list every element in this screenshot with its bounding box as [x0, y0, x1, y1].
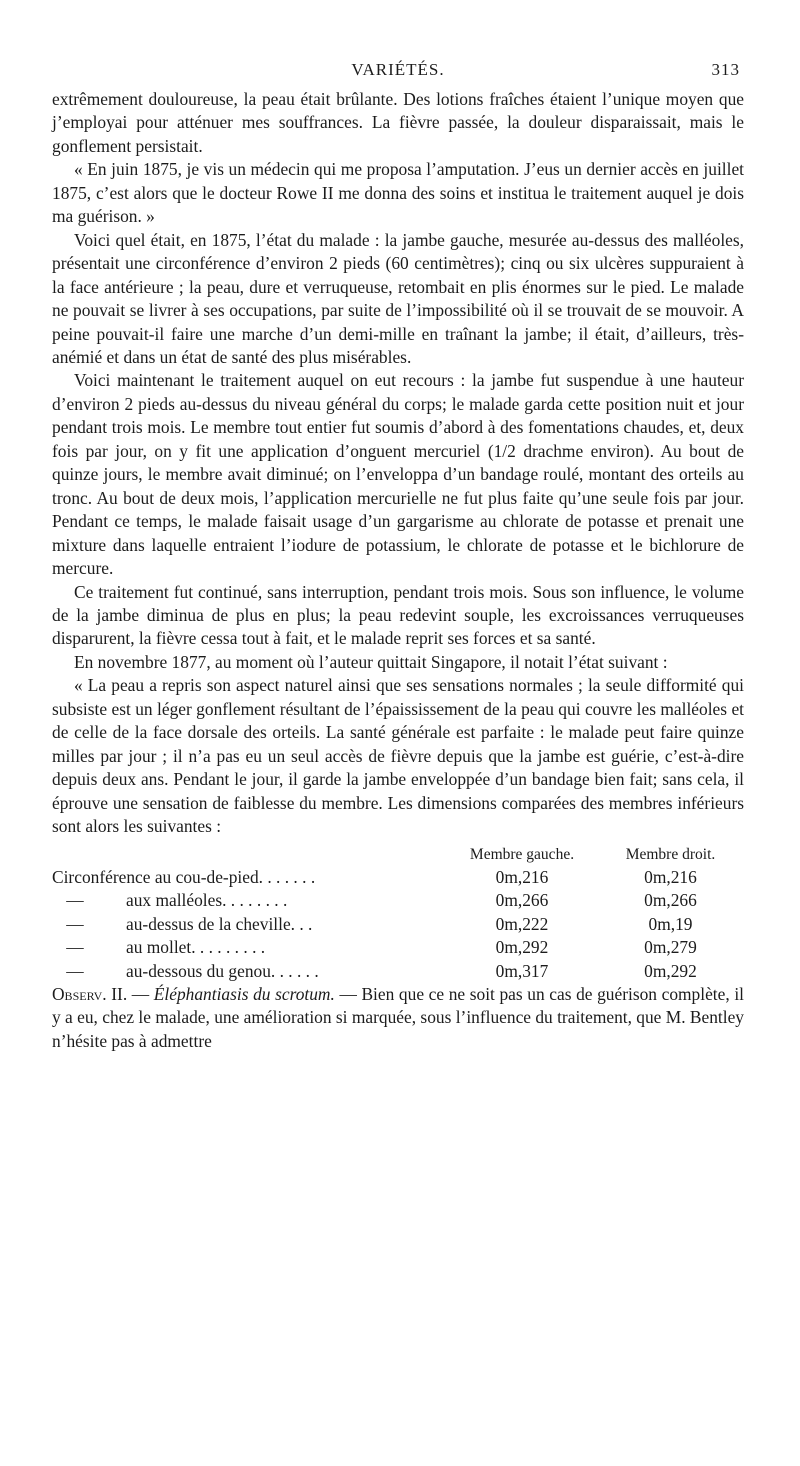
- row-label: au-dessous du genou. . . . . .: [126, 960, 319, 981]
- body-text: [52, 88, 744, 1053]
- observation-dash: —: [127, 983, 154, 1004]
- paragraph: « La peau a repris son aspect naturel ainsi que ses sensations normales ; la seule difformité qui subsiste est un léger gonflement résultant de l’épaississement de la peau qui couvre les malléoles et de celle de la face dorsale des orteils. La santé générale est parfaite : le malade peut faire quinze milles par jour ; il n’a pas eu un seul accès de fièvre depuis que la jambe est guérie, c’est-à-dire depuis deux ans. Pendant le jour, il garde la jambe enveloppée d’un bandage bien fait; sans cela, il éprouve une sensation de faiblesse du membre. Les dimensions comparées des membres inférieurs sont alors les suivantes :: [52, 675, 744, 837]
- table-row: [52, 960, 744, 983]
- left-value: 0m,266: [495, 890, 549, 911]
- running-header: [52, 58, 744, 88]
- row-label: au-dessus de la cheville. . .: [126, 913, 313, 934]
- observation-title: Éléphantiasis du scrotum.: [153, 983, 335, 1004]
- paragraph: Ce traitement fut continué, sans interruption, pendant trois mois. Sous son influence, le volume de la jambe diminua de plus en plus; la peau redevint souple, les excroissances verruqueuses disparurent, la fièvre cessa tout à fait, et le malade reprit ses forces et sa santé.: [52, 581, 744, 649]
- right-value: 0m,19: [648, 913, 693, 934]
- ditto-dash: —: [66, 960, 84, 981]
- row-label: aux malléoles. . . . . . . .: [126, 890, 288, 911]
- paragraph: « En juin 1875, je vis un médecin qui me proposa l’amputation. J’eus un dernier accès en juillet 1875, c’est alors que le docteur Rowe II me donna des soins et institua le traitement auquel je dois ma guérison. »: [52, 159, 744, 227]
- paragraph: En novembre 1877, au moment où l’auteur quittait Singapore, il notait l’état suivant :: [74, 651, 668, 672]
- right-value: 0m,266: [644, 890, 697, 911]
- table-row: [52, 889, 744, 912]
- column-header-left: Membre gauche.: [469, 845, 575, 863]
- table-row: [52, 913, 744, 936]
- running-title: VARIÉTÉS.: [351, 60, 445, 79]
- paragraph: Voici quel était, en 1875, l’état du malade : la jambe gauche, mesurée au-dessus des malléoles, présentait une circonférence d’environ 2 pieds (60 centimètres); cinq ou six ulcères suppuraient à la face antérieure ; la peau, dure et verruqueuse, retombait en plis énormes sur le pied. Le malade ne pouvait se livrer à ses occupations, par suite de l’impossibilité où il se trouvait de se mouvoir. A peine pouvait-il faire une marche d’un demi-mille en traînant la jambe; il était, d’ailleurs, très-anémié et dans un état de santé des plus misérables.: [52, 229, 744, 367]
- left-value: 0m,317: [495, 960, 549, 981]
- paragraph: extrêmement douloureuse, la peau était brûlante. Des lotions fraîches étaient l’unique moyen que j’employai pour atténuer mes souffrances. La fièvre passée, la douleur disparaissait, mais le gonflement persistait.: [52, 89, 744, 156]
- right-value: 0m,292: [644, 960, 697, 981]
- page-number: 313: [711, 60, 740, 79]
- left-value: 0m,216: [495, 866, 549, 887]
- column-header-right: Membre droit.: [625, 845, 716, 863]
- row-label: au mollet. . . . . . . . .: [126, 937, 266, 958]
- table-header-row: [52, 843, 744, 866]
- ditto-dash: —: [66, 890, 84, 911]
- paragraph: Voici maintenant le traitement auquel on eut recours : la jambe fut suspendue à une hauteur d’environ 2 pieds au-dessus du niveau général du corps; le malade garda cette position nuit et jour pendant trois mois. Le membre tout entier fut soumis d’abord à des fomentations chaudes, et, deux fois par jour, on y fit une application d’onguent mercuriel (1/2 drachme environ). Au bout de quinze jours, le membre avait diminué; on l’enveloppa d’un bandage roulé, montant des orteils au tronc. Au bout de deux mois, l’application mercurielle ne fut plus faite qu’une seule fois par jour. Pendant ce temps, le malade faisait usage d’un gargarisme au chlorate de potasse et prenait une mixture dans laquelle entraient l’iodure de potassium, le chlorate de potasse et le bichlorure de mercure.: [52, 370, 744, 579]
- ditto-dash: —: [66, 913, 84, 934]
- measurements-table: [52, 843, 744, 983]
- observation-label: Observ. II.: [52, 983, 128, 1004]
- table-row: [52, 866, 744, 889]
- observation-paragraph: [52, 983, 744, 1053]
- right-value: 0m,279: [644, 937, 697, 958]
- right-value: 0m,216: [644, 866, 697, 887]
- observation-text: — Bien que ce ne soit pas un cas de guérison complète, il y a eu, chez le malade, une amélioration si marquée, sous l’influence du traitement, que M. Bentley n’hésite pas à admettre: [52, 983, 744, 1051]
- table-row: [52, 936, 744, 959]
- left-value: 0m,222: [495, 913, 549, 934]
- row-label: Circonférence au cou-de-pied. . . . . . .: [52, 866, 316, 887]
- ditto-dash: —: [66, 937, 84, 958]
- left-value: 0m,292: [495, 937, 549, 958]
